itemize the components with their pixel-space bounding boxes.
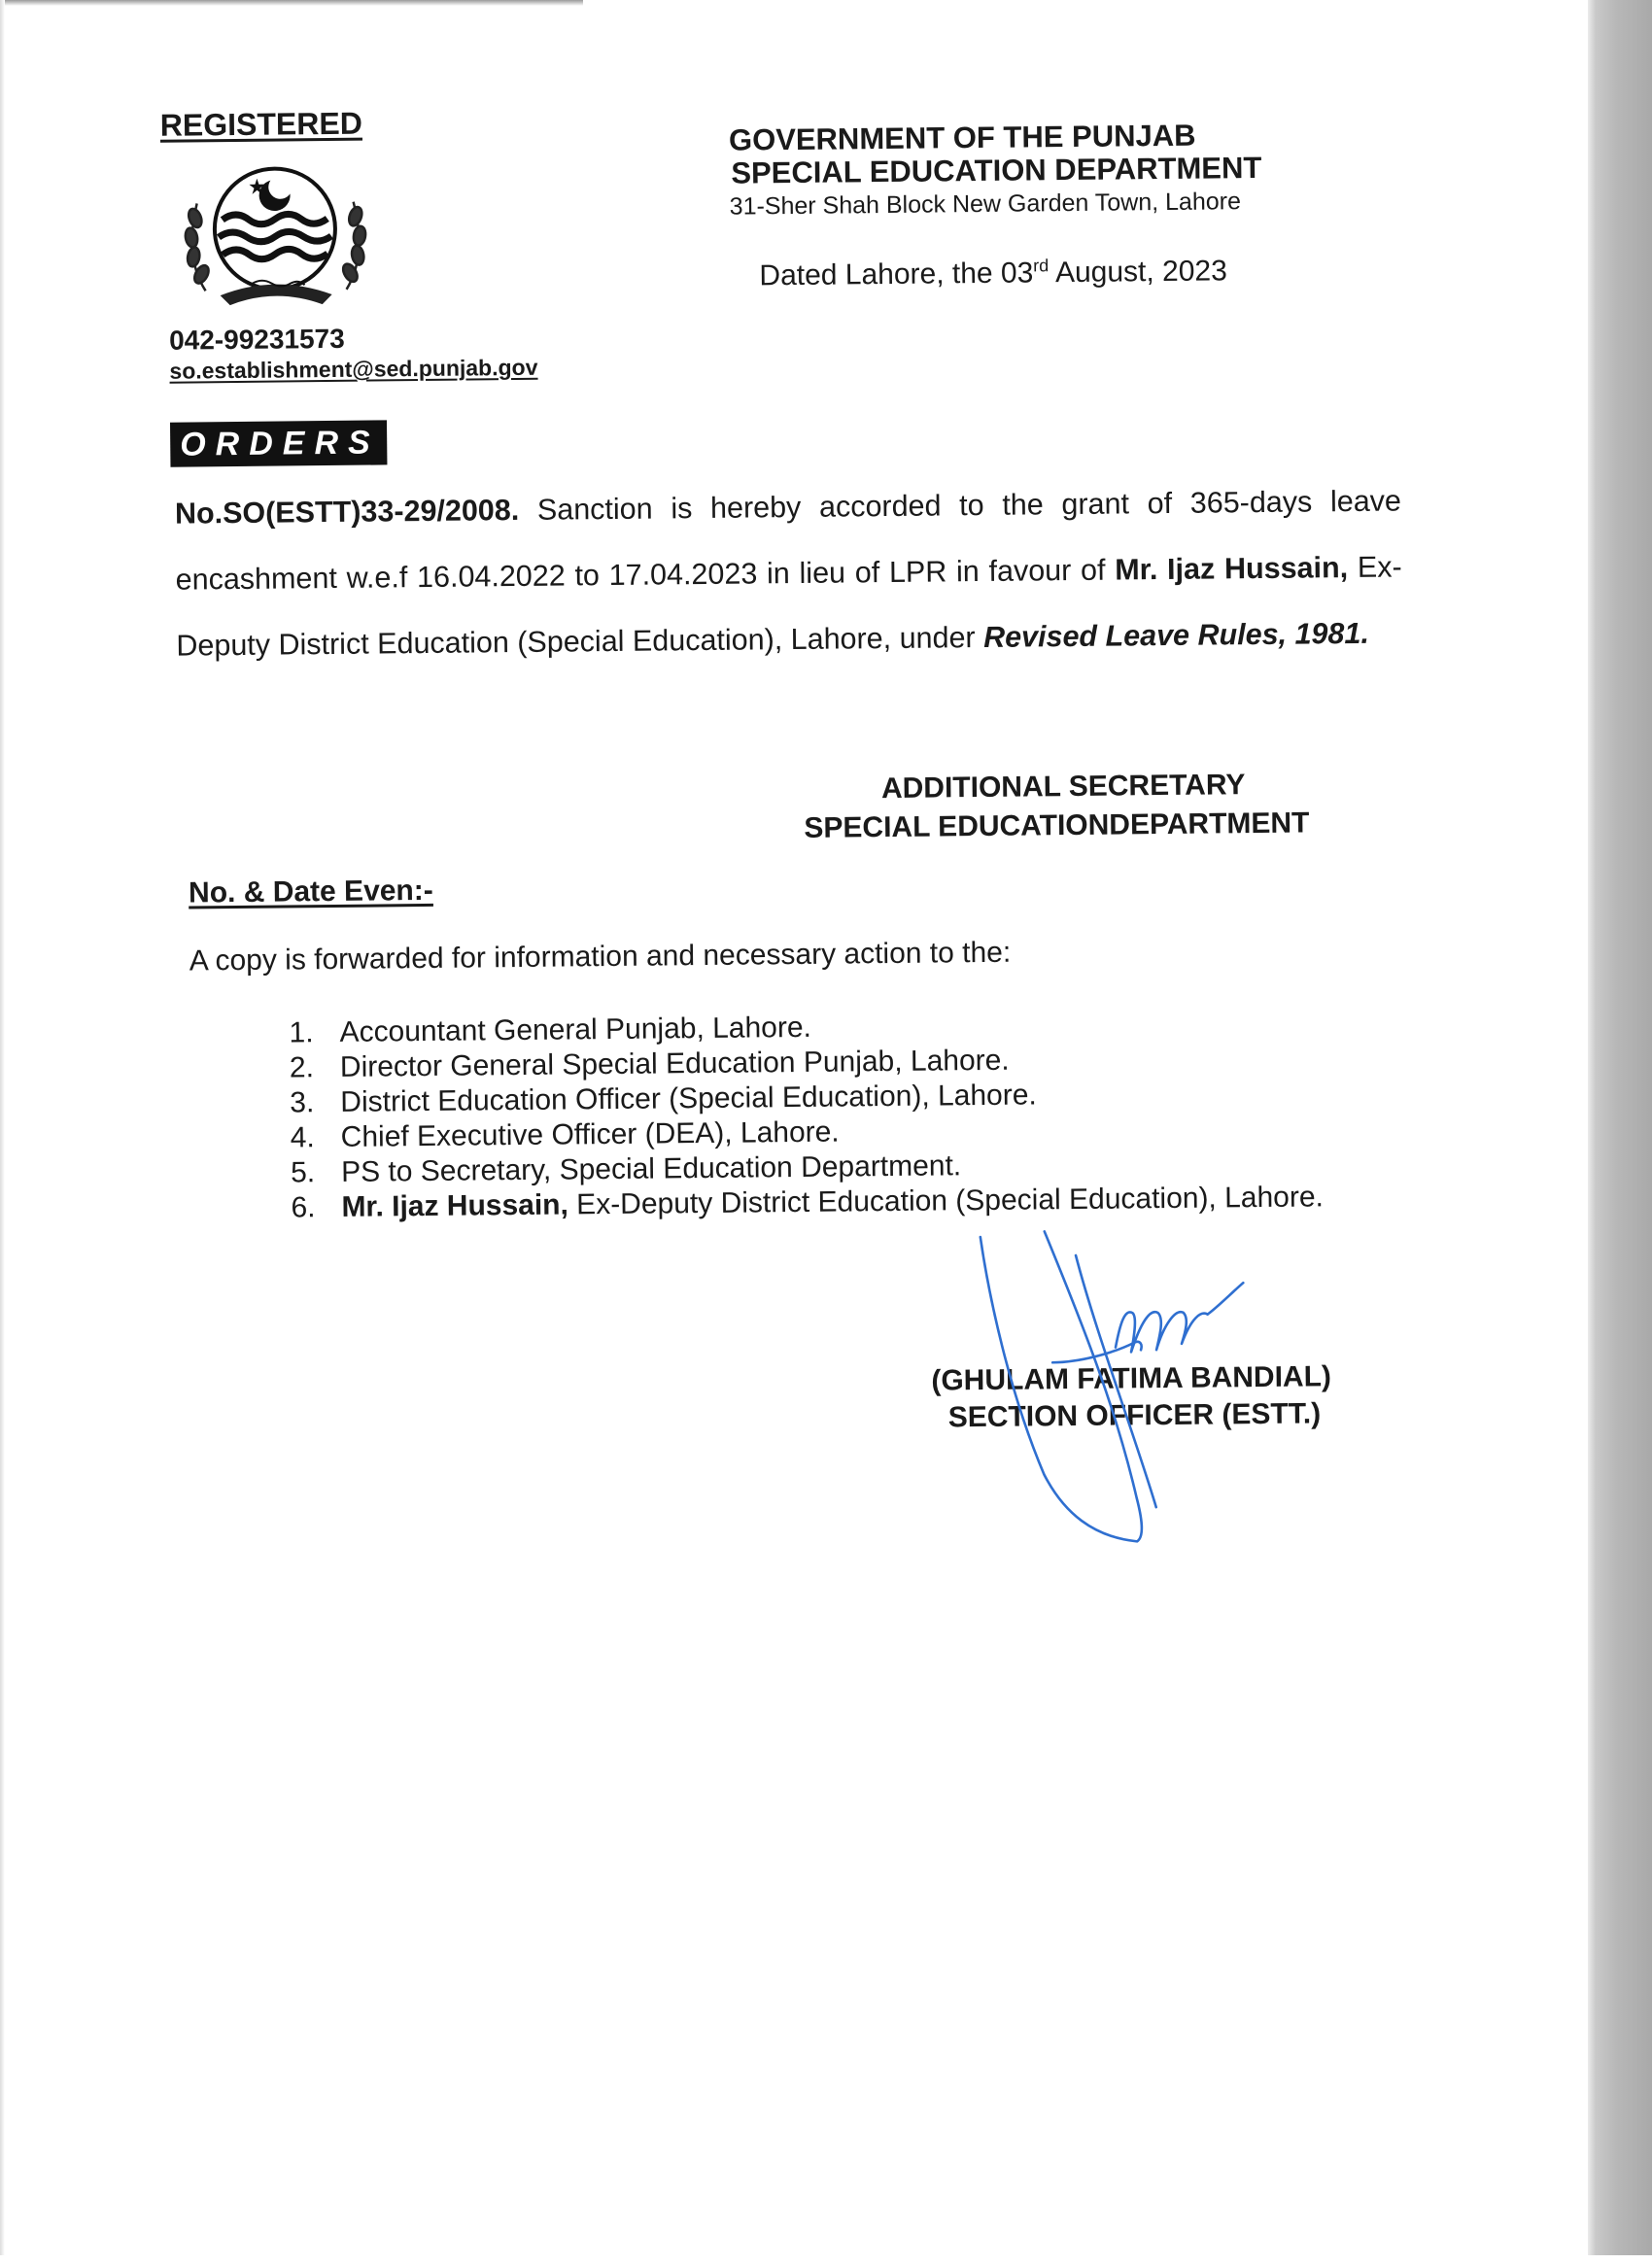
list-item-number: 5. — [290, 1156, 316, 1189]
email-address[interactable]: so.establishment@sed.punjab.gov — [169, 354, 538, 384]
order-text-2: Ex-Deputy District Education (Special Education), Lahore, under — [176, 550, 1402, 663]
punjab-government-logo — [175, 158, 376, 316]
additional-secretary-department: SPECIAL EDUCATIONDEPARTMENT — [804, 806, 1310, 844]
list-item-text: Accountant General Punjab, Lahore. — [339, 1011, 812, 1048]
list-item-number: 3. — [290, 1086, 315, 1119]
list-item-number: 2. — [289, 1051, 315, 1084]
distribution-list — [289, 1005, 1359, 1226]
date-prefix: Dated Lahore, the 03 — [759, 257, 1034, 292]
signatory-name: (GHULAM FATIMA BANDIAL) — [931, 1360, 1332, 1397]
signatory-designation: SECTION OFFICER (ESTT.) — [947, 1397, 1322, 1434]
list-item-text: Chief Executive Officer (DEA), Lahore. — [340, 1115, 840, 1153]
list-item-number: 4. — [290, 1121, 315, 1154]
order-number: No.SO(ESTT)33-29/2008. — [174, 493, 520, 531]
list-item-number: 6. — [291, 1191, 316, 1224]
orders-heading: ORDERS — [170, 420, 388, 466]
list-item-rest: Ex-Deputy District Education (Special Education), Lahore. — [568, 1181, 1325, 1221]
additional-secretary-title: ADDITIONAL SECRETARY — [880, 769, 1246, 806]
list-item-number: 1. — [289, 1016, 314, 1049]
registered-label: REGISTERED — [159, 105, 363, 143]
distribution-heading: No. & Date Even:- — [188, 874, 433, 909]
department-address: 31-Sher Shah Block New Garden Town, Lahore — [729, 188, 1242, 221]
list-item-bold-name: Mr. Ijaz Hussain, — [341, 1188, 569, 1223]
order-text-1: Sanction is hereby accorded to the grant of 365-days leave encashment w.e.f 16.04.2022 to 17.04.2023 in lieu of LPR in favour of — [175, 484, 1402, 597]
date-ordinal-suffix: rd — [1033, 256, 1050, 276]
order-rules: Revised Leave Rules, 1981. — [982, 616, 1370, 654]
government-title: GOVERNMENT OF THE PUNJAB — [728, 118, 1196, 157]
handwritten-signature — [969, 1215, 1293, 1548]
list-item-text: PS to Secretary, Special Education Department. — [340, 1149, 962, 1188]
list-item-text: Director General Special Education Punjab, Lahore. — [339, 1044, 1010, 1083]
date-suffix: August, 2023 — [1049, 255, 1228, 290]
department-title: SPECIAL EDUCATION DEPARTMENT — [731, 150, 1262, 190]
order-employee-name: Mr. Ijaz Hussain, — [1115, 551, 1349, 587]
scan-edge-right — [1588, 0, 1652, 2255]
order-paragraph — [175, 467, 1403, 678]
phone-number: 042-99231573 — [168, 323, 345, 356]
list-item-text: District Education Officer (Special Education), Lahore. — [340, 1079, 1037, 1118]
distribution-intro: A copy is forwarded for information and necessary action to the: — [189, 936, 1012, 978]
date-line — [759, 254, 1227, 292]
